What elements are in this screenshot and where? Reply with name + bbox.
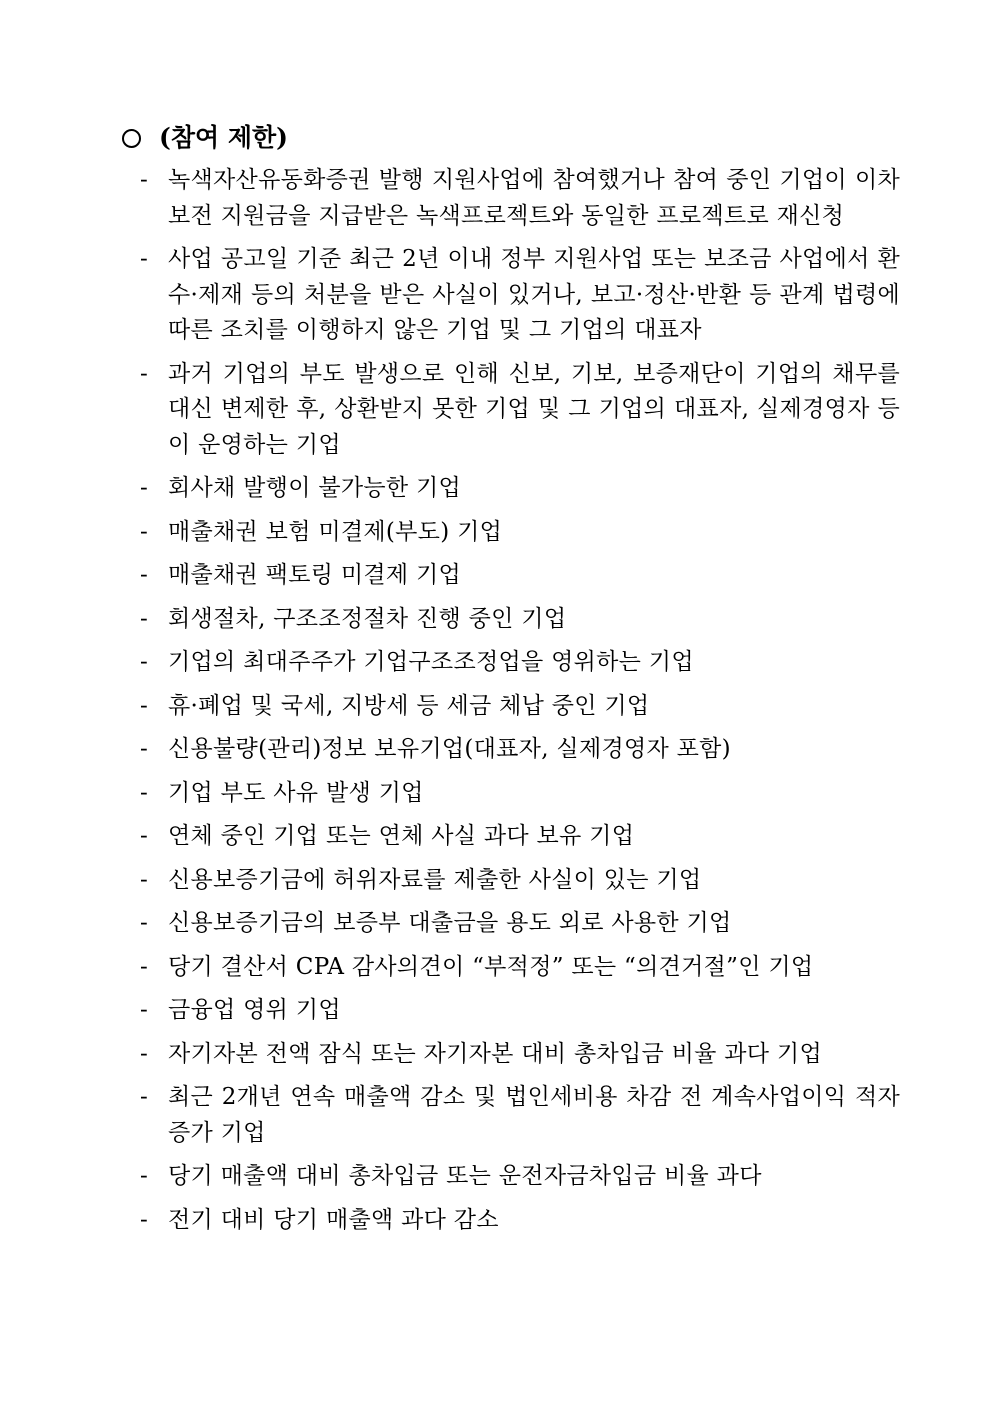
list-item-text: 금융업 영위 기업 — [168, 997, 341, 1023]
list-item-text: 기업의 최대주주가 기업구조조정업을 영위하는 기업 — [168, 649, 694, 675]
list-item — [140, 950, 900, 986]
list-item-text: 자기자본 전액 잠식 또는 자기자본 대비 총차입금 비율 과다 기업 — [168, 1040, 822, 1067]
list-item-text: 연체 중인 기업 또는 연체 사실 과다 보유 기업 — [168, 823, 635, 849]
list-item — [140, 993, 900, 1029]
list-item-text: 전기 대비 당기 매출액 과다 감소 — [168, 1206, 499, 1233]
list-item — [140, 1203, 900, 1239]
dash-bullet: - — [140, 953, 149, 980]
dash-bullet: - — [140, 692, 149, 719]
dash-bullet: - — [140, 1040, 149, 1067]
dash-bullet: - — [140, 1084, 149, 1110]
list-item-text: 기업 부도 사유 발생 기업 — [168, 779, 424, 806]
list-item — [140, 689, 900, 725]
list-item-text: 신용불량(관리)정보 보유기업(대표자, 실제경영자 포함) — [168, 736, 731, 762]
list-item-text: 휴·폐업 및 국세, 지방세 등 세금 체납 중인 기업 — [168, 692, 650, 719]
list-item — [140, 1080, 900, 1151]
list-item-text: 신용보증기금에 허위자료를 제출한 사실이 있는 기업 — [168, 866, 702, 893]
list-item-text: 매출채권 팩토링 미결제 기업 — [168, 562, 462, 588]
dash-bullet: - — [140, 562, 149, 588]
list-item — [140, 602, 900, 638]
dash-bullet: - — [140, 910, 149, 936]
list-item — [140, 776, 900, 812]
list-item-text: 사업 공고일 기준 최근 2년 이내 정부 지원사업 또는 보조금 사업에서 환수·제재 등의 처분을 받은 사실이 있거나, 보고·정산·반환 등 관계 법령에 따른 조치를 이행하지 않은 기업 및 그 기업의 대표자 — [168, 246, 900, 343]
dash-bullet: - — [140, 866, 149, 893]
dash-bullet: - — [140, 649, 149, 675]
dash-bullet: - — [140, 1206, 149, 1233]
dash-bullet: - — [140, 779, 149, 806]
section-heading — [122, 118, 288, 158]
list-item — [140, 163, 900, 234]
circle-bullet-icon — [122, 129, 141, 148]
list-item — [140, 357, 900, 464]
list-item — [140, 819, 900, 855]
dash-bullet: - — [140, 1163, 149, 1189]
list-item — [140, 242, 900, 349]
list-item — [140, 558, 900, 594]
dash-bullet: - — [140, 605, 149, 632]
list-item — [140, 906, 900, 942]
list-item — [140, 515, 900, 551]
list-item-text: 과거 기업의 부도 발생으로 인해 신보, 기보, 보증재단이 기업의 채무를 대신 변제한 후, 상환받지 못한 기업 및 그 기업의 대표자, 실제경영자 등이 운영하는 기업 — [168, 360, 900, 458]
dash-bullet: - — [140, 167, 149, 193]
list-item — [140, 1159, 900, 1195]
list-item-text: 당기 결산서 CPA 감사의견이 “부적정” 또는 “의견거절”인 기업 — [168, 953, 814, 980]
list-item-text: 녹색자산유동화증권 발행 지원사업에 참여했거나 참여 중인 기업이 이차보전 지원금을 지급받은 녹색프로젝트와 동일한 프로젝트로 재신청 — [168, 167, 900, 229]
dash-bullet: - — [140, 246, 149, 272]
list-item-text: 매출채권 보험 미결제(부도) 기업 — [168, 518, 503, 545]
dash-bullet: - — [140, 475, 149, 501]
dash-bullet: - — [140, 736, 149, 762]
dash-bullet: - — [140, 518, 149, 545]
list-item — [140, 863, 900, 899]
list-item — [140, 732, 900, 768]
list-item — [140, 471, 900, 507]
list-item-text: 회생절차, 구조조정절차 진행 중인 기업 — [168, 605, 567, 632]
dash-bullet: - — [140, 823, 149, 849]
list-item-text: 당기 매출액 대비 총차입금 또는 운전자금차입금 비율 과다 — [168, 1163, 762, 1189]
list-item-text: 신용보증기금의 보증부 대출금을 용도 외로 사용한 기업 — [168, 910, 732, 936]
section-heading-text: (참여 제한) — [159, 123, 288, 152]
dash-bullet: - — [140, 360, 149, 387]
restriction-list — [140, 163, 900, 1246]
list-item — [140, 645, 900, 681]
list-item — [140, 1037, 900, 1073]
dash-bullet: - — [140, 997, 149, 1023]
list-item-text: 회사채 발행이 불가능한 기업 — [168, 475, 462, 501]
list-item-text: 최근 2개년 연속 매출액 감소 및 법인세비용 차감 전 계속사업이익 적자 증가 기업 — [168, 1084, 900, 1146]
